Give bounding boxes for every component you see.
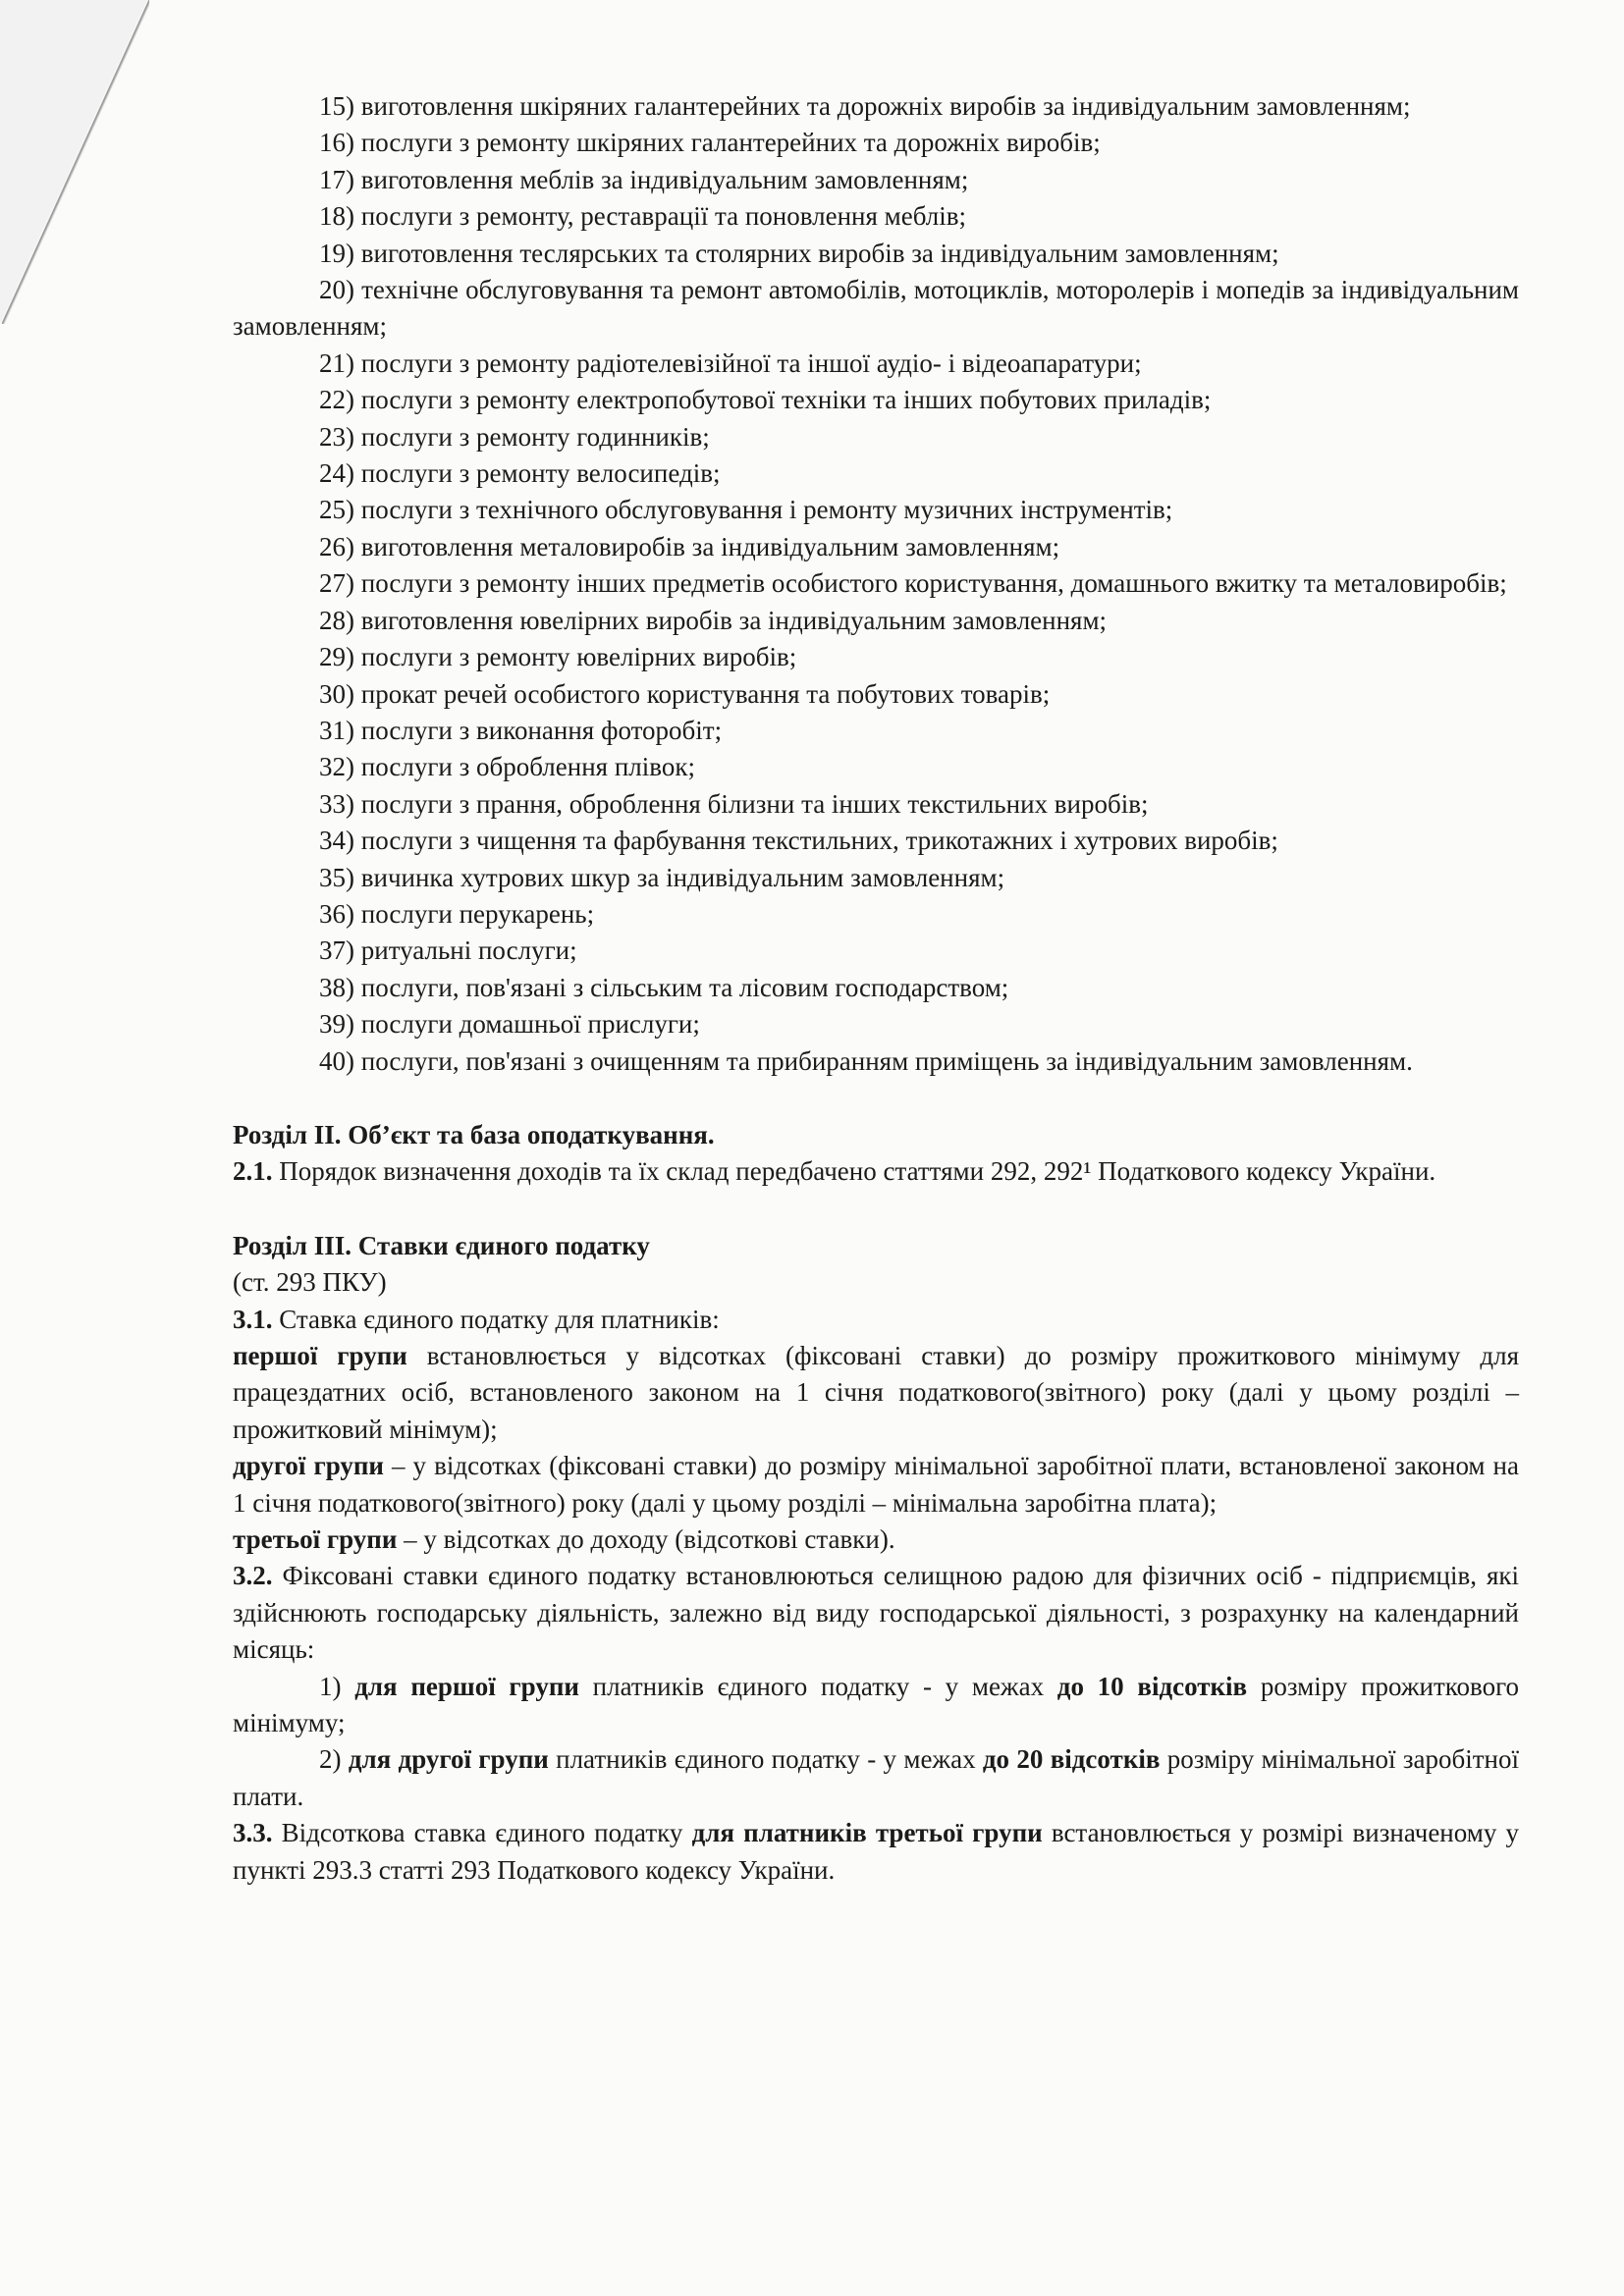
list-item: 23) послуги з ремонту годинників;	[319, 421, 710, 452]
rate-rule-1-end: розміру прожиткового мінімуму;	[233, 1671, 1519, 1738]
paragraph-3-2-number: 3.2.	[233, 1561, 273, 1591]
paragraph-2-1-text: Порядок визначення доходів та їх склад передбачено статтями 292, 292¹ Податкового кодексу України.	[272, 1156, 1436, 1187]
activity-list	[233, 88, 1519, 1080]
section-3-reference: (ст. 293 ПКУ)	[233, 1267, 387, 1298]
list-item: 19) виготовлення теслярських та столярних виробів за індивідуальним замовленням;	[319, 238, 1279, 268]
paragraph-3-3-group: для платників третьої групи	[691, 1818, 1043, 1848]
paragraph-3-1-number: 3.1.	[233, 1304, 273, 1334]
rate-rule-2-limit: до 20 відсотків	[982, 1744, 1161, 1775]
rate-rule-2-number: 2)	[319, 1744, 349, 1775]
list-item: 21) послуги з ремонту радіотелевізійної та іншої аудіо- і відеоапаратури;	[319, 347, 1142, 378]
list-item: 31) послуги з виконання фоторобіт;	[319, 715, 723, 745]
list-item: 40) послуги, пов'язані з очищенням та прибиранням приміщень за індивідуальним замовленням.	[319, 1045, 1413, 1076]
page-fold-edge	[2, 0, 149, 324]
document-page	[233, 88, 1519, 1889]
rate-rule-2-end: розміру мінімальної заробітної плати.	[233, 1744, 1519, 1811]
list-item: 36) послуги перукарень;	[319, 898, 595, 929]
group-3-text: – у відсотках до доходу (відсоткові ставки).	[397, 1524, 895, 1555]
paragraph-3-3	[233, 1815, 1519, 1889]
list-item: 39) послуги домашньої прислуги;	[319, 1009, 700, 1040]
list-item: 34) послуги з чищення та фарбування текстильних, трикотажних і хутрових виробів;	[319, 826, 1278, 856]
rate-rule-1-limit: до 10 відсотків	[1056, 1671, 1248, 1701]
paragraph-3-1	[233, 1302, 1519, 1338]
list-item: 24) послуги з ремонту велосипедів;	[319, 458, 721, 489]
list-item: 29) послуги з ремонту ювелірних виробів;	[319, 642, 797, 672]
list-item: 26) виготовлення металовиробів за індивідуальним замовленням;	[319, 531, 1060, 561]
list-item: 27) послуги з ремонту інших предметів особистого користування, домашнього вжитку та металовиробів;	[319, 568, 1507, 599]
rate-rule-2-group: для другої групи	[348, 1744, 549, 1775]
list-item: 38) послуги, пов'язані з сільським та лісовим господарством;	[319, 972, 1009, 1002]
group-1-rate	[233, 1338, 1519, 1448]
rate-rule-2	[233, 1741, 1519, 1815]
paragraph-3-3-text-a: Відсоткова ставка єдиного податку	[272, 1818, 692, 1848]
list-item: 25) послуги з технічного обслуговування і ремонту музичних інструментів;	[319, 495, 1173, 525]
paragraph-3-2-text: Фіксовані ставки єдиного податку встановлюються селищною радою для фізичних осіб - підприємців, які здійснюють господарську діяльність, залежно від виду господарської діяльності, з розрахунку на календарний місяць:	[233, 1561, 1519, 1665]
list-item: 37) ритуальні послуги;	[319, 935, 577, 966]
rate-rule-1-mid: платників єдиного податку - у межах	[578, 1671, 1057, 1701]
list-item: 30) прокат речей особистого користування та побутових товарів;	[319, 678, 1051, 709]
group-3-rate	[233, 1522, 1519, 1558]
list-item: 32) послуги з оброблення плівок;	[319, 752, 695, 782]
paragraph-3-3-number: 3.3.	[233, 1818, 273, 1848]
paragraph-2-1	[233, 1153, 1519, 1190]
list-item: 28) виготовлення ювелірних виробів за індивідуальним замовленням;	[319, 605, 1108, 635]
paragraph-3-3-text-b: встановлюється у розмірі визначеному у пункті 293.3 статті 293 Податкового кодексу України.	[233, 1818, 1519, 1885]
section-3-heading: Розділ ІІІ. Ставки єдиного податку	[233, 1230, 650, 1260]
group-2-text: – у відсотках (фіксовані ставки) до розміру мінімальної заробітної плати, встановленої законом на 1 січня податкового(звітного) року (далі у цьому розділі – мінімальна заробітна плата);	[233, 1451, 1519, 1518]
list-item: 16) послуги з ремонту шкіряних галантерейних та дорожніх виробів;	[319, 128, 1101, 158]
list-item: 17) виготовлення меблів за індивідуальним замовленням;	[319, 164, 969, 194]
list-item: 35) вичинка хутрових шкур за індивідуальним замовленням;	[319, 862, 1005, 892]
group-1-label: першої групи	[233, 1341, 407, 1370]
list-item: 33) послуги з прання, оброблення білизни та інших текстильних виробів;	[319, 788, 1149, 819]
section-2-heading: Розділ ІІ. Об’єкт та база оподаткування.	[233, 1119, 715, 1149]
rate-rule-1	[233, 1669, 1519, 1742]
list-item: 15) виготовлення шкіряних галантерейних та дорожніх виробів за індивідуальним замовленням;	[319, 91, 1411, 121]
paragraph-2-1-number: 2.1.	[233, 1156, 273, 1187]
list-item: 20) технічне обслуговування та ремонт автомобілів, мотоциклів, моторолерів і мопедів за індивідуальним замовленням;	[233, 275, 1519, 342]
list-item: 18) послуги з ремонту, реставрації та поновлення меблів;	[319, 201, 966, 232]
group-2-rate	[233, 1448, 1519, 1522]
rate-rule-1-group: для першої групи	[354, 1671, 579, 1701]
paragraph-3-2	[233, 1558, 1519, 1668]
group-2-label: другої групи	[233, 1451, 384, 1481]
rate-rule-1-number: 1)	[319, 1671, 355, 1701]
group-1-text: встановлюється у відсотках (фіксовані ставки) до розміру прожиткового мінімуму для працездатних осіб, встановленого законом на 1 січня податкового(звітного) року (далі у цьому розділі – прожитковий мінімум);	[233, 1341, 1519, 1444]
paragraph-3-1-text: Ставка єдиного податку для платників:	[272, 1304, 720, 1334]
group-3-label: третьої групи	[233, 1524, 398, 1555]
rate-rule-2-mid: платників єдиного податку - у межах	[548, 1744, 983, 1775]
list-item: 22) послуги з ремонту електропобутової техніки та інших побутових приладів;	[319, 385, 1212, 415]
